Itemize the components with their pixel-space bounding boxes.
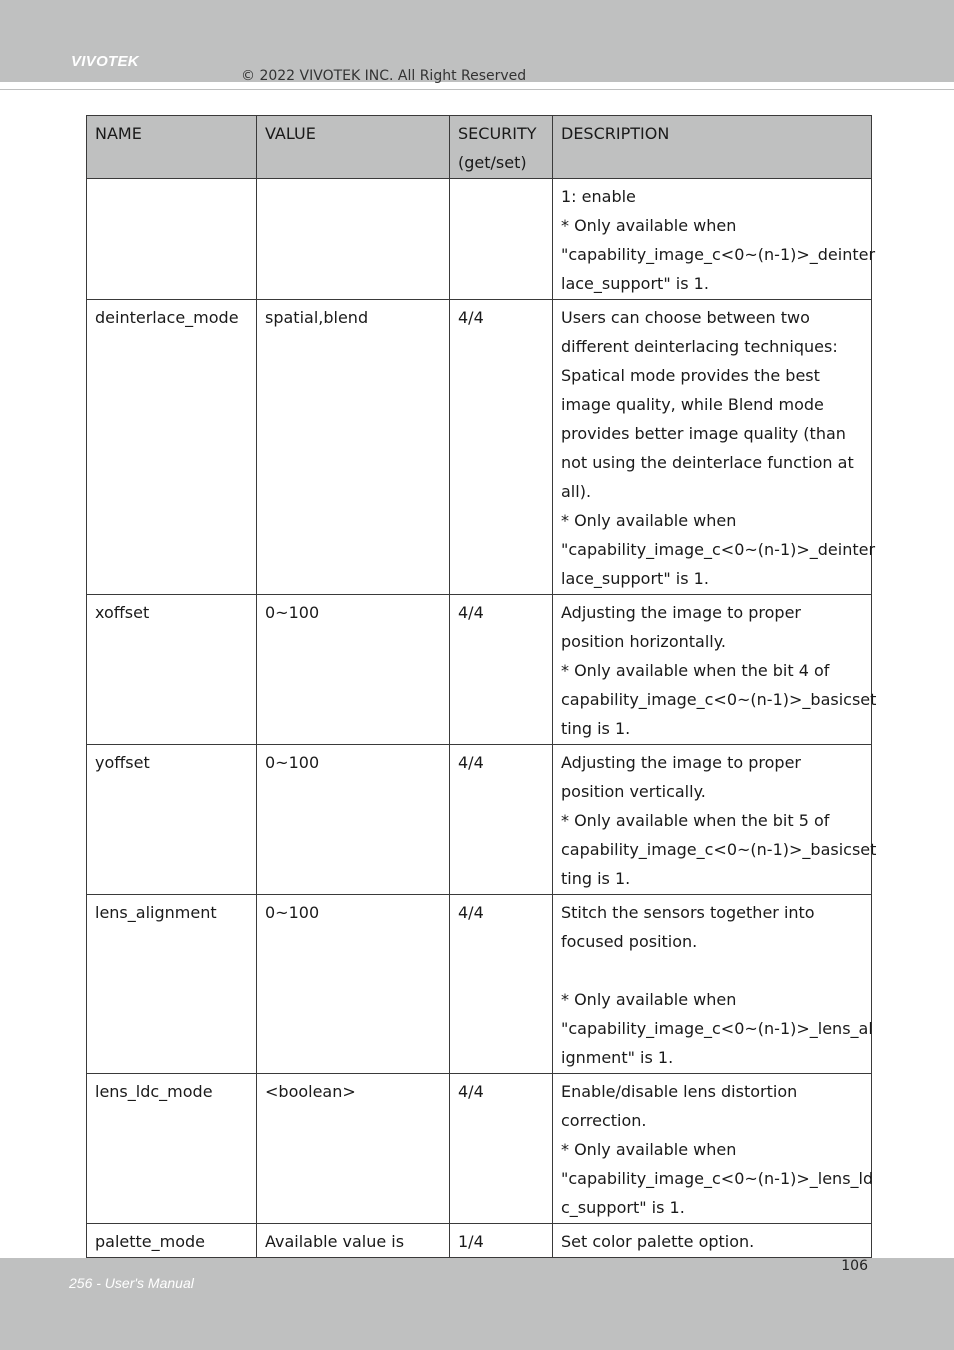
- description-line: * Only available when the bit 4 of: [561, 661, 830, 680]
- description-line: * Only available when: [561, 511, 737, 530]
- table-row: [87, 1224, 872, 1258]
- cell-description: [553, 1074, 872, 1224]
- description-line: "capability_image_c<0~(n-1)>_lens_al: [561, 1019, 873, 1038]
- description-line: position horizontally.: [561, 632, 726, 651]
- cell-name: palette_mode: [87, 1224, 257, 1258]
- cell-security: [450, 179, 553, 300]
- header-divider: [0, 89, 954, 90]
- cell-value: [257, 179, 450, 300]
- cell-value: 0~100: [257, 745, 450, 895]
- cell-description: [553, 300, 876, 595]
- cell-name: lens_ldc_mode: [87, 1074, 257, 1224]
- description-line: focused position.: [561, 932, 698, 951]
- cell-description: [553, 895, 872, 1074]
- cell-name: lens_alignment: [87, 895, 257, 1074]
- cell-security: 4/4: [450, 1074, 553, 1224]
- table-row: [87, 179, 872, 300]
- description-line: * Only available when the bit 5 of: [561, 811, 830, 830]
- description-line: provides better image quality (than: [561, 424, 846, 443]
- description-line: ting is 1.: [561, 869, 631, 888]
- column-header-security: [450, 116, 553, 179]
- column-header-security-line: (get/set): [458, 153, 527, 172]
- description-line: ting is 1.: [561, 719, 631, 738]
- page-number: 106: [841, 1258, 868, 1274]
- description-line: capability_image_c<0~(n-1)>_basicset: [561, 840, 877, 859]
- description-line: Spatical mode provides the best: [561, 366, 820, 385]
- description-line: ignment" is 1.: [561, 1048, 674, 1067]
- cell-name: deinterlace_mode: [87, 300, 257, 595]
- description-line: Set color palette option.: [561, 1232, 755, 1251]
- cell-value: 0~100: [257, 895, 450, 1074]
- description-line: lace_support" is 1.: [561, 569, 709, 588]
- cell-security: 4/4: [450, 300, 553, 595]
- column-header-name: NAME: [87, 116, 257, 179]
- cell-security: 1/4: [450, 1224, 553, 1258]
- description-line: position vertically.: [561, 782, 706, 801]
- description-line: different deinterlacing techniques:: [561, 337, 838, 356]
- cell-description: [553, 745, 877, 895]
- cell-name: yoffset: [87, 745, 257, 895]
- cell-security: 4/4: [450, 595, 553, 745]
- table-header-row: [87, 116, 872, 179]
- parameter-table: [86, 115, 877, 1258]
- cell-value: <boolean>: [257, 1074, 450, 1224]
- cell-description: [553, 595, 877, 745]
- column-header-value: VALUE: [257, 116, 450, 179]
- brand-logo-text: VIVOTEK: [71, 53, 139, 70]
- description-line: * Only available when: [561, 216, 737, 235]
- cell-description: [553, 179, 876, 300]
- table-row: [87, 300, 872, 595]
- description-line: capability_image_c<0~(n-1)>_basicset: [561, 690, 877, 709]
- table-row: [87, 895, 872, 1074]
- description-line: * Only available when: [561, 1140, 737, 1159]
- cell-security: 4/4: [450, 895, 553, 1074]
- description-line: Enable/disable lens distortion: [561, 1082, 798, 1101]
- description-line: correction.: [561, 1111, 647, 1130]
- description-line: 1: enable: [561, 187, 636, 206]
- description-line: "capability_image_c<0~(n-1)>_lens_ld: [561, 1169, 874, 1188]
- table-row: [87, 1074, 872, 1224]
- description-line: Adjusting the image to proper: [561, 603, 802, 622]
- description-line: Adjusting the image to proper: [561, 753, 802, 772]
- cell-value: Available value is: [257, 1224, 450, 1258]
- description-blank-line: [561, 956, 863, 985]
- table-row: [87, 745, 872, 895]
- manual-page-label: 256 - User's Manual: [69, 1275, 194, 1291]
- description-line: * Only available when: [561, 990, 737, 1009]
- cell-description: [553, 1224, 872, 1258]
- description-line: all).: [561, 482, 592, 501]
- table-row: [87, 595, 872, 745]
- cell-security: 4/4: [450, 745, 553, 895]
- table-body: [87, 179, 877, 1258]
- description-line: lace_support" is 1.: [561, 274, 709, 293]
- description-line: image quality, while Blend mode: [561, 395, 824, 414]
- page-footer-band: [0, 1258, 954, 1350]
- column-header-description: DESCRIPTION: [553, 116, 872, 179]
- description-line: "capability_image_c<0~(n-1)>_deinter: [561, 540, 876, 559]
- cell-name: [87, 179, 257, 300]
- cell-value: 0~100: [257, 595, 450, 745]
- cell-name: xoffset: [87, 595, 257, 745]
- copyright-notice: © 2022 VIVOTEK INC. All Right Reserved: [241, 68, 527, 84]
- description-line: Stitch the sensors together into: [561, 903, 815, 922]
- description-line: c_support" is 1.: [561, 1198, 685, 1217]
- cell-value: spatial,blend: [257, 300, 450, 595]
- column-header-security-line: SECURITY: [458, 124, 537, 143]
- description-line: not using the deinterlace function at: [561, 453, 854, 472]
- description-line: "capability_image_c<0~(n-1)>_deinter: [561, 245, 876, 264]
- description-line: Users can choose between two: [561, 308, 810, 327]
